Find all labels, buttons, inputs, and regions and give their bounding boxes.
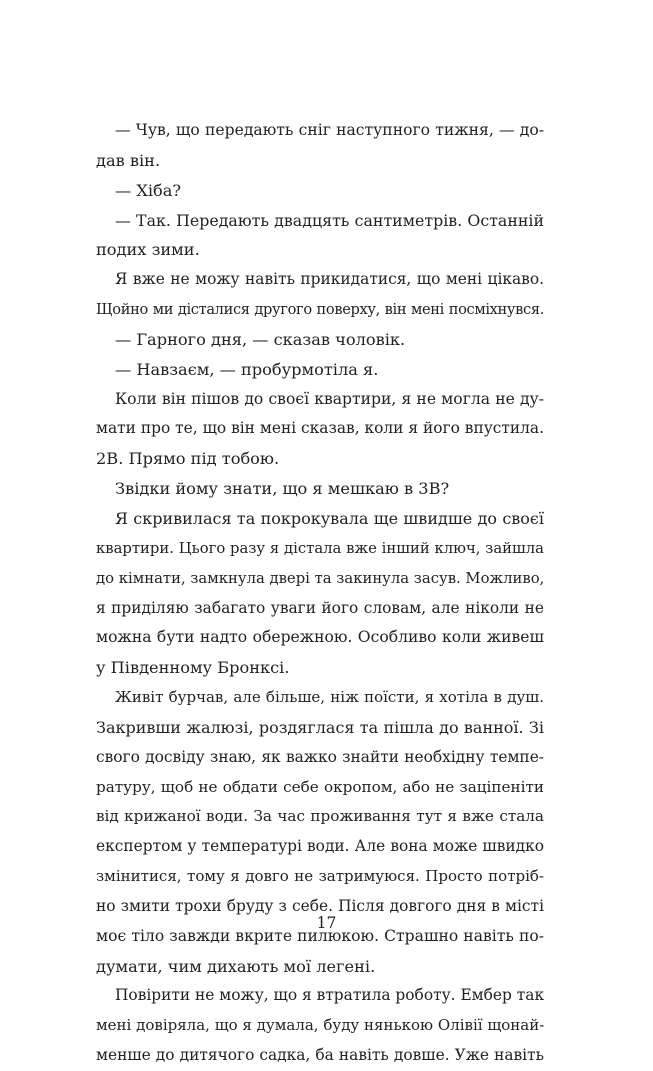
text-line: но змити трохи бруду з себе. Після довгого дня в місті (96, 896, 544, 915)
text-line: у Південному Бронксі. (96, 658, 290, 678)
text-line: Я скривилася та покрокувала ще швидше до своєї (115, 508, 544, 528)
text-line: дав він. (96, 150, 161, 170)
text-line: — Навзаєм, — пробурмотіла я. (115, 359, 379, 379)
text-line: Живіт бурчав, але більше, ніж поїсти, я хотіла в душ. (115, 688, 544, 707)
text-line: 2В. Прямо під тобою. (96, 449, 280, 469)
text-line: змінитися, тому я довго не затримуюся. Просто потріб- (96, 867, 544, 886)
text-line: Щойно ми дісталися другого поверху, він мені посміхнувся. (96, 301, 544, 319)
text-line: думати, чим дихають мої легені. (96, 956, 376, 976)
text-line: моє тіло завжди вкрите пилюкою. Страшно навіть по- (96, 926, 544, 945)
text-line: — Гарного дня, — сказав чоловік. (115, 329, 406, 349)
text-line: Я вже не можу навіть прикидатися, що мені цікаво. (115, 270, 544, 289)
text-line: мені довіряла, що я думала, буду нянькою Олівії щонай- (96, 1016, 545, 1035)
text-line: експертом у температурі води. Але вона може швидко (96, 837, 544, 856)
text-line: Повірити не можу, що я втратила роботу. Ембер так (115, 986, 545, 1005)
text-line: свого досвіду знаю, як важко знайти необхідну темпе- (96, 747, 544, 766)
text-line: мати про те, що він мені сказав, коли я його впустила. (96, 419, 544, 438)
text-line: Закривши жалюзі, роздяглася та пішла до ванної. Зі (96, 717, 544, 737)
text-line: ратуру, щоб не обдати себе окропом, або не заціпеніти (96, 777, 544, 796)
page-number: 17 (316, 914, 337, 932)
text-line: Коли він пішов до своєї квартири, я не могла не ду- (115, 389, 544, 408)
text-line: можна бути надто обережною. Особливо коли живеш (96, 628, 544, 647)
text-line: подих зими. (96, 240, 200, 260)
text-line: до кімнати, замкнула двері та закинула засув. Можливо, (96, 569, 545, 587)
text-line: менше до дитячого садка, ба навіть довше. Уже навіть (96, 1046, 544, 1065)
text-line: від крижаної води. За час проживання тут я вже стала (96, 807, 544, 826)
text-line: Звідки йому знати, що я мешкаю в 3В? (115, 479, 450, 499)
text-line: — Так. Передають двадцять сантиметрів. Останній (115, 210, 544, 230)
text-line: я приділяю забагато уваги його словам, але ніколи не (96, 598, 544, 617)
text-line: — Чув, що передають сніг наступного тижня, — до- (115, 121, 544, 139)
text-line: квартири. Цього разу я дістала вже інший ключ, зайшла (96, 539, 544, 557)
text-line: — Хіба? (115, 180, 182, 200)
